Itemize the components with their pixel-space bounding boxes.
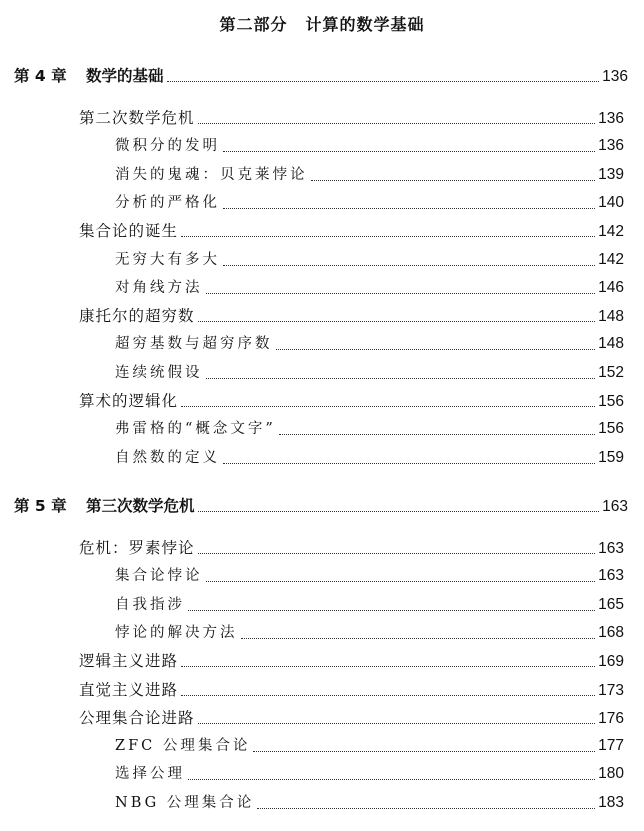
dot-leader [198,122,596,124]
dot-leader [279,433,595,435]
subsection-entry[interactable] [115,621,624,643]
subsection-title: 分析的严格化 [115,195,220,211]
section-entry[interactable] [79,678,624,700]
subsection-entry[interactable] [115,134,624,156]
section-entry[interactable] [79,304,624,326]
page-number: 169 [598,653,624,670]
subsection-entry[interactable] [115,762,624,784]
dot-leader [206,292,596,294]
page-number: 139 [598,166,624,183]
dot-leader [206,580,596,582]
subsection-title: 弗雷格的“概念文字” [115,421,276,437]
page-number: 152 [598,364,624,381]
subsection-title: ZFC 公理集合论 [115,738,251,754]
subsection-entry[interactable] [115,417,624,439]
subsection-title: 连续统假设 [115,365,203,381]
section-entry[interactable] [79,649,624,671]
subsection-entry[interactable] [115,191,624,213]
page-number: 136 [598,110,624,127]
chapter-name: 第三次数学危机 [86,497,195,515]
chapter-title [14,64,164,86]
dot-leader [223,207,595,209]
page-number: 173 [598,682,624,699]
dot-leader [223,264,595,266]
page-number: 140 [598,194,624,211]
page-number: 142 [598,251,624,268]
subsection-title: 悖论的解决方法 [115,625,238,641]
subsection-entry[interactable] [115,332,624,354]
page-number: 136 [598,137,624,154]
section-title: 集合论的诞生 [79,222,179,240]
section-entry[interactable] [79,706,624,728]
subsection-entry[interactable] [115,446,624,468]
section-entry[interactable] [79,536,624,558]
dot-leader [311,179,596,181]
subsection-entry[interactable] [115,593,624,615]
dot-leader [181,665,595,667]
page-number: 183 [598,794,624,811]
section-entry[interactable] [79,389,624,411]
dot-leader [241,637,596,639]
page-number: 142 [598,223,624,240]
subsection-title: 对角线方法 [115,280,203,296]
dot-leader [223,462,595,464]
chapter-name: 数学的基础 [86,67,164,85]
page-number: 168 [598,624,624,641]
subsection-entry[interactable] [115,248,624,270]
page-number: 163 [598,567,624,584]
chapter-entry[interactable] [14,64,628,86]
dot-leader [181,235,595,237]
dot-leader [198,320,596,322]
chapter-title [14,494,195,516]
chapter-number: 第 4 章 [14,67,67,85]
dot-leader [257,807,595,809]
dot-leader [223,150,595,152]
page-number: 165 [598,596,624,613]
subsection-title: 微积分的发明 [115,138,220,154]
page-number: 180 [598,765,624,782]
page-number: 159 [598,449,624,466]
dot-leader [198,510,600,512]
section-title: 公理集合论进路 [79,709,195,727]
chapter-number: 第 5 章 [14,497,67,515]
page-number: 177 [598,737,624,754]
page-number: 176 [598,710,624,727]
subsection-entry[interactable] [115,564,624,586]
section-title: 第二次数学危机 [79,109,195,127]
section-title: 直觉主义进路 [79,681,179,699]
section-title: 逻辑主义进路 [79,652,179,670]
page-number: 148 [598,335,624,352]
dot-leader [188,609,595,611]
dot-leader [206,377,596,379]
subsection-entry[interactable] [115,163,624,185]
subsection-entry[interactable] [115,734,624,756]
dot-leader [276,348,596,350]
chapter-entry[interactable] [14,494,628,516]
page-number: 146 [598,279,624,296]
page-number: 156 [598,420,624,437]
section-title: 康托尔的超穷数 [79,307,195,325]
subsection-title: 集合论悖论 [115,568,203,584]
subsection-entry[interactable] [115,791,624,813]
page-number: 163 [598,540,624,557]
part-label: 第二部分 [219,15,288,34]
subsection-entry[interactable] [115,276,624,298]
subsection-title: 选择公理 [115,766,185,782]
section-title: 危机：罗素悖论 [79,539,195,557]
page-number: 156 [598,393,624,410]
dot-leader [198,552,596,554]
subsection-title: NBG 公理集合论 [115,795,255,811]
section-entry[interactable] [79,219,624,241]
section-entry[interactable] [79,106,624,128]
subsection-title: 超穷基数与超穷序数 [115,336,273,352]
dot-leader [167,80,600,82]
dot-leader [181,405,595,407]
dot-leader [198,722,596,724]
page-number: 136 [602,68,628,85]
dot-leader [181,694,595,696]
subsection-title: 自然数的定义 [115,450,220,466]
page-number: 148 [598,308,624,325]
page-number: 163 [602,498,628,515]
subsection-title: 自我指涉 [115,597,185,613]
dot-leader [253,750,595,752]
section-title: 算术的逻辑化 [79,392,179,410]
subsection-title: 消失的鬼魂：贝克莱悖论 [115,167,308,183]
subsection-entry[interactable] [115,361,624,383]
part-name: 计算的数学基础 [305,15,425,34]
subsection-title: 无穷大有多大 [115,252,220,268]
part-title [0,12,644,35]
dot-leader [188,778,595,780]
